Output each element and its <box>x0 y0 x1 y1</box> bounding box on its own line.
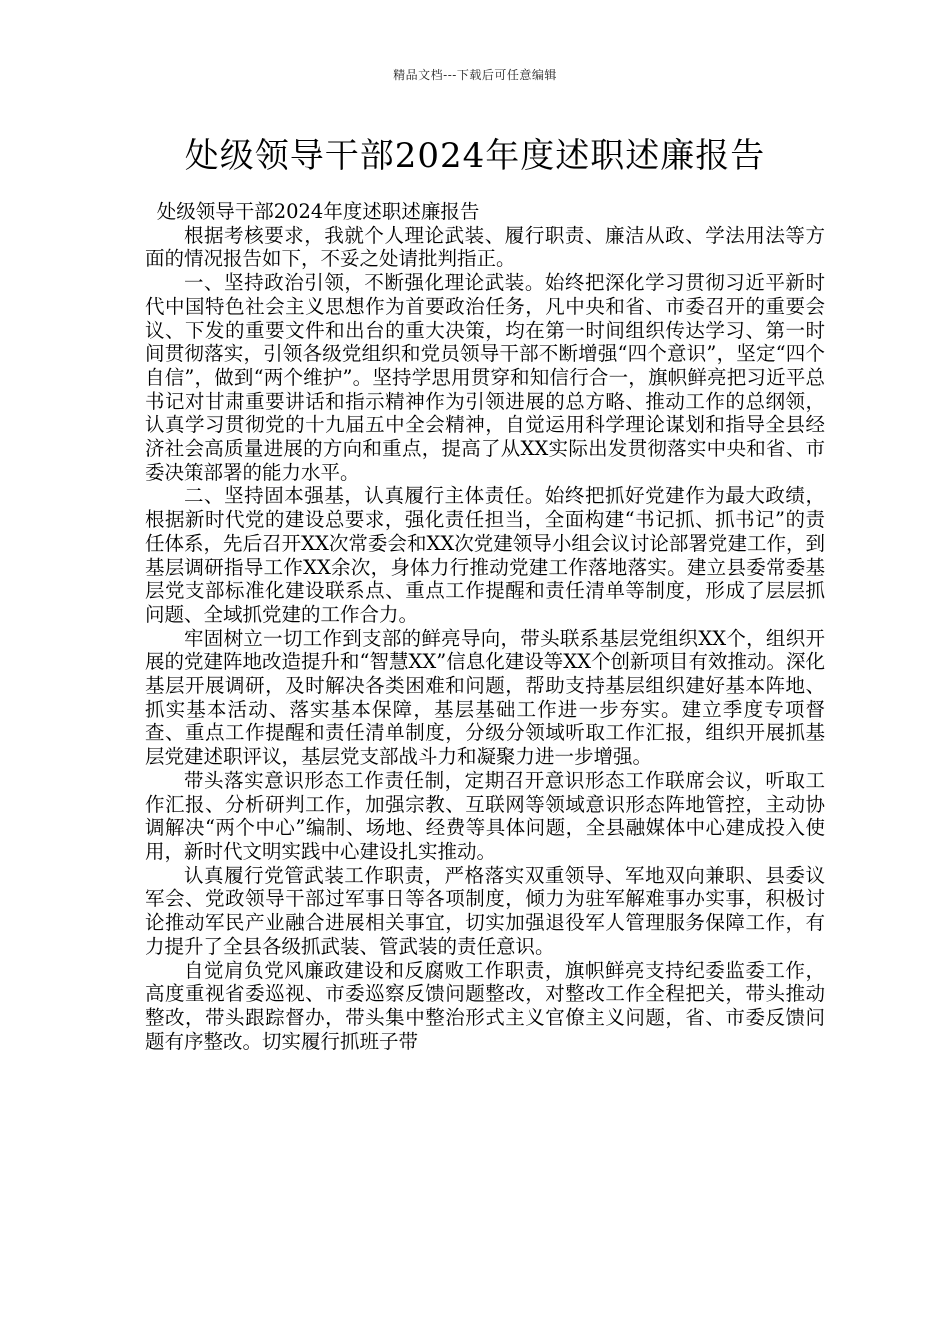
paragraph-armed-forces: 认真履行党管武装工作职责，严格落实双重领导、军地双向兼职、县委议军会、党政领导干部过军事日等各项制度，倾力为驻军解难事办实事，积极讨论推动军民产业融合进展相关事宜，切实加强退役军人管理服务保障工作，有力提升了全县各级抓武装、管武装的责任意识。 <box>145 863 825 958</box>
header-note: 精品文档---下载后可任意编辑 <box>393 68 557 82</box>
paragraph-intro: 根据考核要求，我就个人理论武装、履行职责、廉洁从政、学法用法等方面的情况报告如下，不妥之处请批判指正。 <box>145 223 825 271</box>
paragraph-political-guidance: 一、坚持政治引领，不断强化理论武装。始终把深化学习贯彻习近平新时代中国特色社会主义思想作为首要政治任务，凡中央和省、市委召开的重要会议、下发的重要文件和出台的重大决策，均在第一时间组织传达学习、第一时间贯彻落实，引领各级党组织和党员领导干部不断增强“四个意识”，坚定“四个自信”，做到“两个维护”。坚持学思用贯穿和知信行合一，旗帜鲜亮把习近平总书记对甘肃重要讲话和指示精神作为引领进展的总方略、推动工作的总纲领，认真学习贯彻党的十九届五中全会精神，自觉运用科学理论谋划和指导全县经济社会高质量进展的方向和重点，提高了从XX实际出发贯彻落实中央和省、市委决策部署的能力水平。 <box>145 271 825 484</box>
paragraph-ideology: 带头落实意识形态工作责任制，定期召开意识形态工作联席会议，听取工作汇报、分析研判工作，加强宗教、互联网等领域意识形态阵地管控，主动协调解决“两个中心”编制、场地、经费等具体问题，全县融媒体中心建成投入使用，新时代文明实践中心建设扎实推动。 <box>145 768 825 863</box>
paragraph-integrity: 自觉肩负党风廉政建设和反腐败工作职责，旗帜鲜亮支持纪委监委工作， 高度重视省委巡视、市委巡察反馈问题整改，对整改工作全程把关，带头推动整改，带头跟踪督办，带头集中整治形式主义官僚主义问题，省、市委反馈问题有序整改。切实履行抓班子带 <box>145 958 825 1053</box>
document-title: 处级领导干部2024年度述职述廉报告 <box>184 136 766 176</box>
paragraph-subtitle: 处级领导干部2024年度述职述廉报告 <box>156 200 480 223</box>
paragraph-grassroots: 牢固树立一切工作到支部的鲜亮导向，带头联系基层党组织XX个，组织开展的党建阵地改造提升和“智慧XX”信息化建设等XX个创新项目有效推动。深化基层开展调研，及时解决各类困难和问题，帮助支持基层组织建好基本阵地、抓实基本活动、落实基本保障，基层基础工作进一步夯实。建立季度专项督查、重点工作提醒和责任清单制度，分级分领域听取工作汇报，组织开展抓基层党建述职评议，基层党支部战斗力和凝聚力进一步增强。 <box>145 626 825 769</box>
paragraph-party-building: 二、坚持固本强基，认真履行主体责任。始终把抓好党建作为最大政绩，根据新时代党的建设总要求，强化责任担当，全面构建“书记抓、抓书记”的责任体系，先后召开XX次常委会和XX次党建领导小组会议讨论部署党建工作，到基层调研指导工作XX余次，身体力行推动党建工作落地落实。建立县委常委基层党支部标准化建设联系点、重点工作提醒和责任清单等制度，形成了层层抓问题、全域抓党建的工作合力。 <box>145 484 825 626</box>
document-body <box>145 200 825 1053</box>
